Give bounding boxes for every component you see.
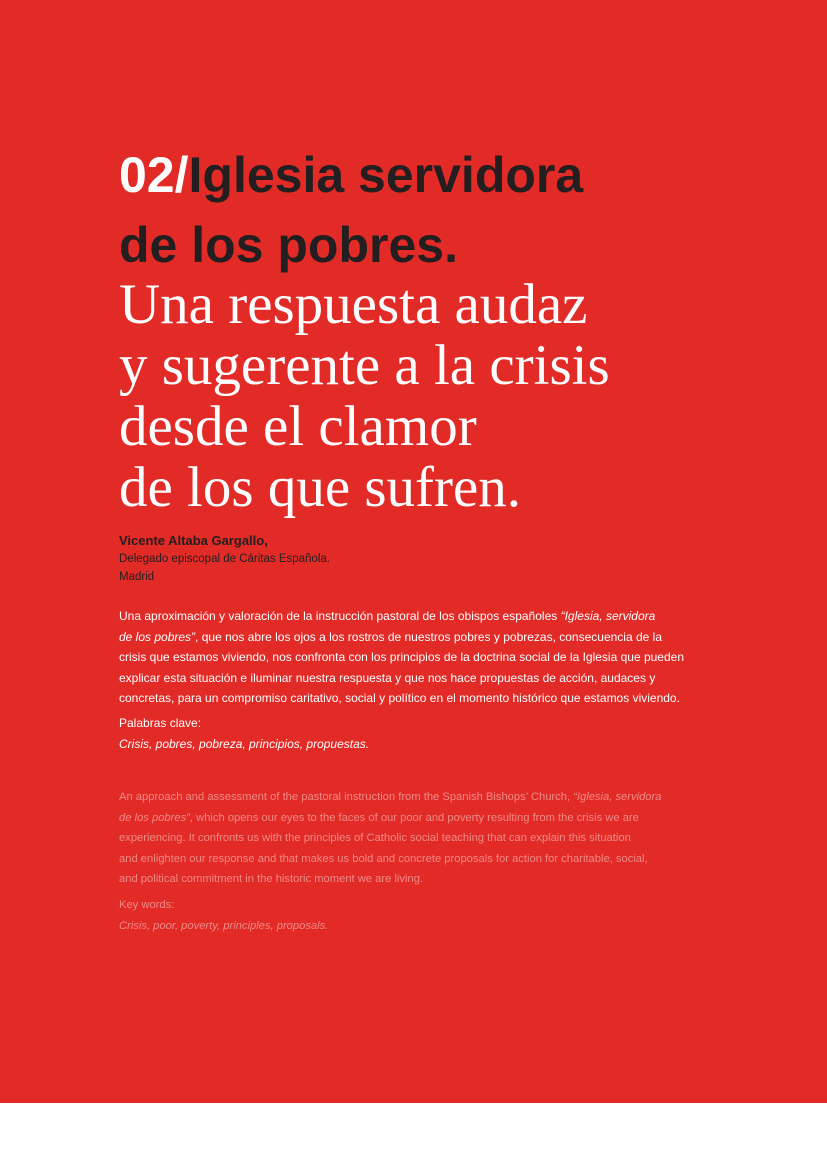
keywords-spanish	[119, 713, 369, 754]
abstract-en-line: experiencing. It confronts us with the principles of Catholic social teaching that can explain this situation	[119, 832, 631, 844]
abstract-en-line: and enlighten our response and that makes us bold and concrete proposals for action for charitable, social,	[119, 852, 648, 865]
keywords-en-values: Crisis, poor, poverty, principles, proposals.	[119, 919, 329, 932]
abstract-en-text: , which opens our eyes to the faces of our poor and poverty resulting from the crisis we are	[189, 811, 639, 824]
title-bold-line-1	[119, 140, 759, 210]
subtitle-line: desde el clamor	[119, 395, 477, 458]
author-name: Vicente Altaba Gargallo,	[119, 533, 268, 548]
section-number: 02/	[119, 147, 189, 203]
subtitle-line: Una respuesta audaz	[119, 273, 588, 336]
subtitle-line: de los que sufren.	[119, 456, 522, 519]
abstract-es-text: Una aproximación y valoración de la instrucción pastoral de los obispos españoles	[119, 609, 561, 623]
abstract-en-title-ref: “Iglesia, servidora	[573, 791, 662, 803]
abstract-es-line: crisis que estamos viviendo, nos confronta con los principios de la doctrina social de la Iglesia que pueden	[119, 650, 684, 664]
keywords-es-label: Palabras clave:	[119, 716, 202, 730]
abstract-en-line	[119, 787, 709, 808]
abstract-spanish	[119, 606, 709, 709]
abstract-en-text: An approach and assessment of the pastoral instruction from the Spanish Bishops’ Church,	[119, 791, 574, 803]
abstract-en-line	[119, 808, 709, 829]
abstract-es-line: concretas, para un compromiso caritativo, social y político en el momento histórico que estamos viviendo.	[119, 691, 680, 705]
subtitle-line: y sugerente a la crisis	[119, 334, 610, 397]
subtitle	[119, 274, 759, 518]
abstract-es-text: , que nos abre los ojos a los rostros de nuestros pobres y pobrezas, consecuencia de la	[195, 629, 662, 644]
abstract-es-line	[119, 606, 709, 627]
author-role: Delegado episcopal de Cáritas Española.	[119, 553, 330, 565]
keywords-es-values: Crisis, pobres, pobreza, principios, propuestas.	[119, 736, 370, 751]
keywords-en-label: Key words:	[119, 899, 175, 911]
abstract-es-line	[119, 627, 709, 648]
author-city: Madrid	[119, 571, 155, 583]
article-title	[119, 140, 759, 518]
abstract-en-title-ref: de los pobres”	[119, 811, 190, 824]
title-bold-line-2: de los pobres.	[119, 217, 458, 273]
title-main-part-1: Iglesia servidora	[188, 147, 584, 203]
abstract-es-line: explicar esta situación e iluminar nuestra respuesta y que nos hace propuestas de acción, audaces y	[119, 670, 656, 685]
abstract-es-title-ref: “Iglesia, servidora	[560, 609, 656, 623]
abstract-en-line: and political commitment in the historic moment we are living.	[119, 873, 424, 885]
abstract-es-title-ref: de los pobres”	[119, 629, 196, 644]
author-block	[119, 532, 719, 586]
keywords-english	[119, 895, 328, 936]
abstract-english	[119, 787, 709, 890]
